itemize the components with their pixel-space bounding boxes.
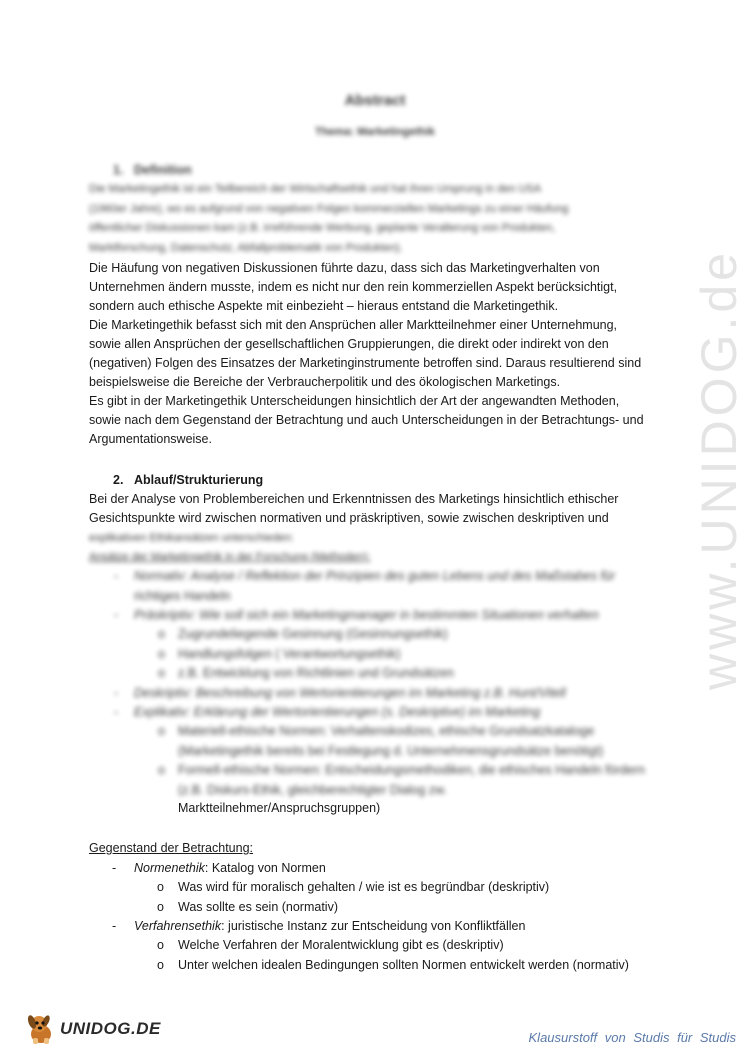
circle-bullet: o xyxy=(158,763,165,777)
text-line: Die Marketingethik ist ein Teilbereich der Wirtschaftsethik und hat ihren Ursprung in den USA xyxy=(89,183,542,195)
dash-bullet: - xyxy=(114,705,119,719)
section-2-number: 2. xyxy=(113,473,124,487)
list-item: Deskriptiv: Beschreibung von Wertorientierungen im Marketing z.B. Hunt/Vitell xyxy=(134,686,566,700)
item-label: Verfahrensethik xyxy=(134,919,222,933)
list-item xyxy=(134,861,326,875)
page-subtitle: Thema: Marketingethik xyxy=(315,126,435,138)
circle-bullet: o xyxy=(158,666,165,680)
section-2-blurred-line: explikativen Ethikansätzen unterschieden: xyxy=(89,532,294,544)
list-item-continuation: richtiges Handeln xyxy=(134,589,231,603)
logo-text: UNIDOG.DE xyxy=(60,1019,161,1038)
list-item: Explikativ: Erklärung der Wertorientierungen (s. Deskriptive) im Marketing xyxy=(134,705,541,719)
dog-mascot-icon xyxy=(24,1012,58,1046)
text-line: öffentlicher Diskussionen kam (z.B. irreführende Werbung, geplante Veralterung von Produkten, xyxy=(89,222,556,234)
list-subitem-continuation: (Marketingethik bereits bei Festlegung d. Unternehmensgrundsätze benötigt) xyxy=(178,744,604,758)
list-item: Normativ: Analyse / Reflektion der Prinzipien des guten Lebens und des Maßstabes für xyxy=(134,569,616,583)
list-subitem: z.B. Entwicklung von Richtlinien und Grundsätzen xyxy=(178,666,454,680)
footer-tagline: Klausurstoff von Studis für Studis xyxy=(528,1030,736,1045)
section-1-blurred-paragraph xyxy=(89,180,669,258)
list-subitem: Unter welchen idealen Bedingungen sollten Normen entwickelt werden (normativ) xyxy=(178,958,629,972)
watermark: www.UNIDOG.de xyxy=(691,249,747,690)
text-line: Gesichtspunkte wird zwischen normativen und präskriptiven, sowie zwischen deskriptiven und xyxy=(89,511,609,525)
list-subitem: Materiell-ethische Normen: Verhaltenskodizes, ethische Grundsatzkataloge xyxy=(178,724,595,738)
list-subitem-continuation: (z.B. Diskurs-Ethik, gleichberechtigter Dialog zw. xyxy=(178,783,447,797)
list-item: Präskriptiv: Wie soll sich ein Marketingmanager in bestimmten Situationen verhalten xyxy=(134,608,599,622)
text-line: Bei der Analyse von Problembereichen und Erkenntnissen des Marketings hinsichtlich ethischer xyxy=(89,492,619,506)
item-label: Normenethik xyxy=(134,861,205,875)
circle-bullet: o xyxy=(157,958,164,972)
page-title: Abstract xyxy=(344,92,406,109)
dash-bullet: - xyxy=(114,686,119,700)
section-2-paragraph xyxy=(89,490,669,528)
section-2-heading: Ablauf/Strukturierung xyxy=(134,473,264,487)
list-subitem: Was wird für moralisch gehalten / wie ist es begründbar (deskriptiv) xyxy=(178,880,550,894)
text-line: beispielsweise die Bereiche der Verbraucherpolitik und des ökologischen Marketings. xyxy=(89,375,561,389)
circle-bullet: o xyxy=(158,627,165,641)
circle-bullet: o xyxy=(158,647,165,661)
list-subitem: Welche Verfahren der Moralentwicklung gibt es (deskriptiv) xyxy=(178,938,504,952)
circle-bullet: o xyxy=(157,880,164,894)
text-line: sowie nach dem Gegenstand der Betrachtung und auch Unterscheidungen in der Betrachtungs- und xyxy=(89,413,644,427)
text-line: Es gibt in der Marketingethik Unterscheidungen hinsichtlich der Art der angewandten Methoden, xyxy=(89,394,620,408)
dash-bullet: - xyxy=(112,861,117,875)
list-subitem: Was sollte es sein (normativ) xyxy=(178,900,338,914)
section-1-number: 1. xyxy=(113,163,124,177)
item-text: : Katalog von Normen xyxy=(204,861,326,875)
circle-bullet: o xyxy=(157,938,164,952)
text-line: (1960er Jahre), wo es aufgrund von negativen Folgen kommerziellen Marketings zu einer Häufung xyxy=(89,202,569,215)
dash-bullet: - xyxy=(114,608,119,622)
unidog-logo[interactable] xyxy=(24,1012,161,1046)
text-line: Unternehmen ändern musste, indem es nicht nur den rein kommerziellen Aspekt berücksichtigt, xyxy=(89,280,618,294)
item-text: : juristische Instanz zur Entscheidung von Konfliktfällen xyxy=(221,919,526,933)
list-subitem: Handlungsfolgen ( Verantwortungsethik) xyxy=(178,647,401,661)
circle-bullet: o xyxy=(158,724,165,738)
text-line: sondern auch ethische Aspekte mit einbezieht – hieraus entstand die Marketingethik. xyxy=(89,299,559,313)
text-line: sowie allen Ansprüchen der gesellschaftlichen Gruppierungen, die direkt oder indirekt von den xyxy=(89,337,609,351)
text-line: Marktforschung, Datenschutz, Abfallproblematik von Produkten). xyxy=(89,241,403,254)
methods-subheading: Ansätze der Marketingethik in der Forschung (Methoden): xyxy=(89,551,371,563)
dash-bullet: - xyxy=(114,569,119,583)
gegenstand-heading: Gegenstand der Betrachtung: xyxy=(89,841,254,855)
section-1-heading: Definition xyxy=(134,163,192,177)
list-item xyxy=(134,919,525,933)
list-subitem-tail: Marktteilnehmer/Anspruchsgruppen) xyxy=(178,801,381,815)
dash-bullet: - xyxy=(112,919,117,933)
list-subitem: Zugrundeliegende Gesinnung (Gesinnungsethik) xyxy=(178,627,448,641)
text-line: (negativen) Folgen des Einsatzes der Marketinginstrumente betroffen sind. Daraus resultierend sind xyxy=(89,356,642,370)
section-1-paragraph xyxy=(89,259,669,449)
circle-bullet: o xyxy=(157,900,164,914)
text-line: Die Marketingethik befasst sich mit den Ansprüchen aller Marktteilnehmer einer Unternehmung, xyxy=(89,318,618,332)
text-line: Die Häufung von negativen Diskussionen führte dazu, dass sich das Marketingverhalten von xyxy=(89,261,600,275)
text-line: Argumentationsweise. xyxy=(89,432,212,446)
list-subitem: Formell-ethische Normen: Entscheidungsmethodiken, die ethisches Handeln fördern xyxy=(178,763,645,777)
